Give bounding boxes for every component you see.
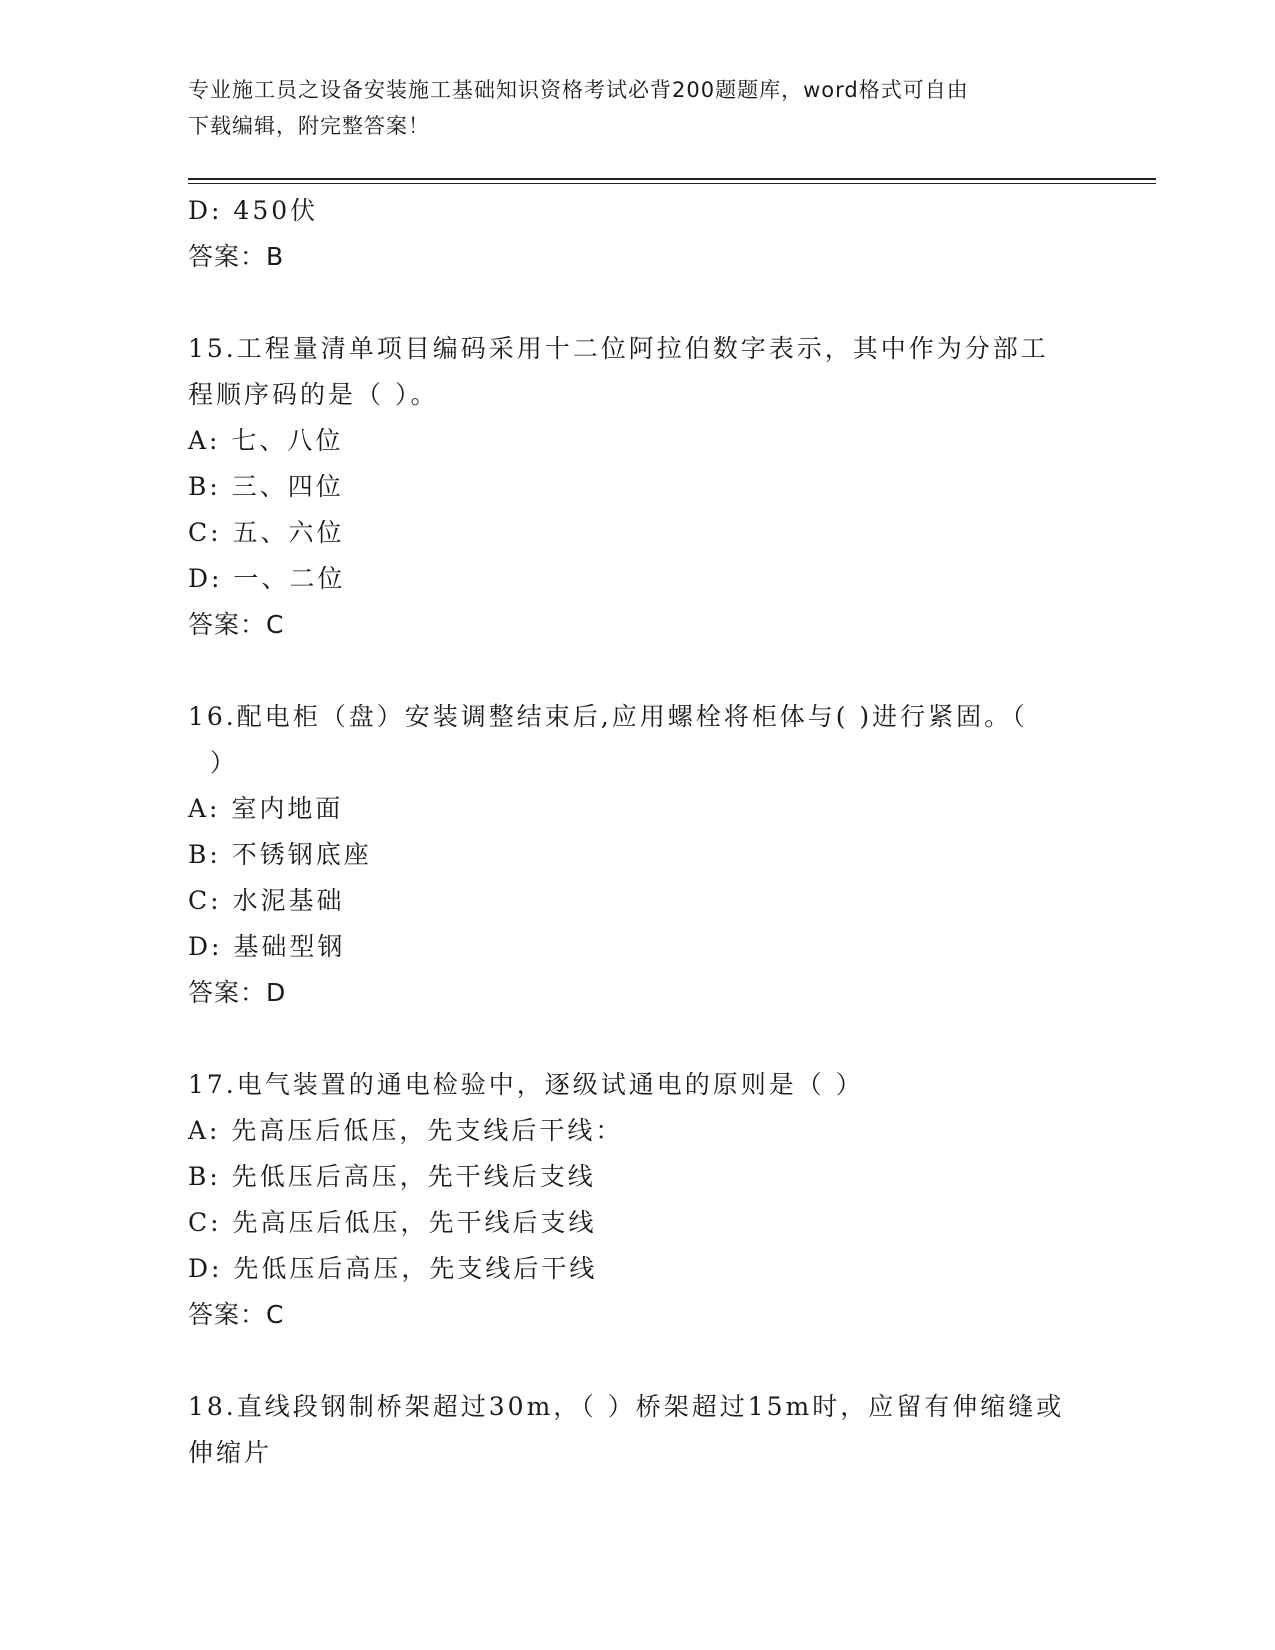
prev-option-d: D: 450伏 [188,196,319,225]
document-header [188,72,1068,144]
question-15-option-b: B: 三、四位 [188,472,344,501]
question-15-option-a: A: 七、八位 [188,426,344,455]
question-16 [188,694,1088,1016]
question-18-text-line-1: 18.直线段钢制桥架超过30m，（ ）桥架超过15m时，应留有伸缩缝或 [188,1392,1065,1421]
question-17 [188,1062,1088,1338]
question-15 [188,326,1088,648]
spacer [188,1016,1088,1062]
question-18 [188,1384,1088,1476]
question-17-option-d: D: 先低压后高压，先支线后干线 [188,1254,598,1283]
spacer [188,1338,1088,1384]
question-17-option-b: B: 先低压后高压，先干线后支线 [188,1162,596,1191]
header-title-line-1: 专业施工员之设备安装施工基础知识资格考试必背200题题库，word格式可自由 [188,78,969,102]
question-15-text-line-2: 程顺序码的是（ ）。 [188,380,439,409]
question-list [188,188,1088,1476]
prev-answer: 答案：B [188,242,285,271]
question-16-option-c: C: 水泥基础 [188,886,345,915]
question-17-answer: 答案：C [188,1300,285,1329]
header-title-line-2: 下载编辑，附完整答案！ [188,114,430,138]
question-17-option-c: C: 先高压后低压，先干线后支线 [188,1208,597,1237]
question-15-answer: 答案：C [188,610,285,639]
question-16-text-line-1: 16.配电柜（盘）安装调整结束后,应用螺栓将柜体与( )进行紧固。（ [188,702,1028,731]
question-15-option-d: D: 一、二位 [188,564,346,593]
question-18-text-line-2: 伸缩片 [188,1438,273,1467]
question-16-text-line-2: ） [188,748,238,777]
question-16-answer: 答案：D [188,978,287,1007]
spacer [188,648,1088,694]
question-16-option-b: B: 不锈钢底座 [188,840,372,869]
question-16-option-a: A: 室内地面 [188,794,344,823]
question-17-text-line-1: 17.电气装置的通电检验中，逐级试通电的原则是（ ） [188,1070,864,1099]
question-15-text-line-1: 15.工程量清单项目编码采用十二位阿拉伯数字表示，其中作为分部工 [188,334,1049,363]
question-17-option-a: A: 先高压后低压，先支线后干线： [188,1116,624,1145]
question-15-option-c: C: 五、六位 [188,518,345,547]
header-divider-thin [188,183,1156,184]
spacer [188,280,1088,326]
header-divider-thick [188,178,1156,180]
question-16-option-d: D: 基础型钢 [188,932,346,961]
